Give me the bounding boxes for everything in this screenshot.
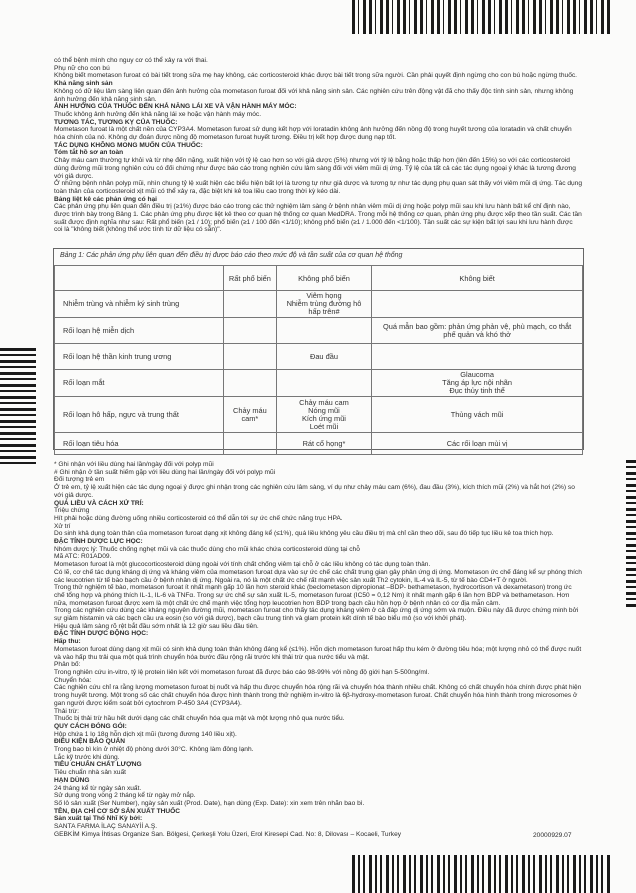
section-heading: Bảng liệt kê các phản ứng có hại <box>54 195 157 203</box>
section-heading: TÁC DỤNG KHÔNG MONG MUỐN CỦA THUỐC: <box>54 141 203 149</box>
column-header <box>55 266 224 291</box>
table-row <box>55 291 583 318</box>
paragraph: Trong nghiên cứu in-vitro, tỷ lệ protein liên kết với mometason furoat đã được báo cáo 98-99% với nồng độ giới hạn 5-500ng/ml. <box>54 668 430 676</box>
section-heading: Tóm tắt hồ sơ an toàn <box>54 149 124 157</box>
table-cell: Viêm họng Nhiễm trùng đường hô hấp trên# <box>276 291 371 318</box>
table-body <box>55 291 583 455</box>
paragraph: Mometason furoat là một chất nền của CYP3A4. Mometason furoat sử dụng kết hợp với loratadin không ảnh hưởng đến nồng độ trong huyết tương của loratadin và chất chuyển hóa chính của nó. Không dự đoán được nồng độ mometason furoat huyết tương. Điều trị kết hợp được dung nạp tốt. <box>54 126 572 142</box>
paragraph: Trong thử nghiệm tế bào, mometason furoat ít nhất mạnh gấp 10 lần hơn steroid khác (beclometason dipropionat –BDP- bethametason, hydrocortison và dexametason) trong ức chế tổng hợp và phóng thích IL-1, IL-6 và TNFα. Trong sự ức chế sự sản xuất IL-5, mometason furoat (IC50 = 0,12 Nm) ít nhất mạnh gấp 6 lần hơn BDP và bethametason. Hơn nữa, mometason furoat được xem là một chất ức chế mạnh việc tổng hợp leucotrien hơn BDP trong bạch cầu hồn hợp ở bệnh nhân có cơ địa mẫn cảm. <box>54 584 572 607</box>
table-cell: Rát cổ họng* <box>276 433 371 455</box>
paragraph: Mometason furoat dùng dạng xịt mũi có sinh khả dụng toàn thân không đáng kể (≤1%). Hỗn dịch mometason furoat hấp thu kém ở đường tiêu hóa; một lượng nhỏ có thể được nuốt và vào hấp thu trải qua một quá trình chuyển hóa bước đầu rộng rãi trước khi thải trừ qua nước tiểu và mật. <box>54 645 582 661</box>
table-cell <box>224 370 277 397</box>
paragraph: Các phản ứng phụ liên quan đến điều trị (≥1%) được báo cáo trong các thử nghiệm lâm sàng ở bệnh nhân viêm mũi dị ứng hoặc polyp mũi sau khi lưu hành bất kể chỉ định nào, được trình bày trong Bảng 1. Các phản ứng phụ được liệt kê theo cơ quan hệ thống cơ quan MedDRA. Trong mỗi hệ thống cơ quan, phản ứng phụ được xếp theo tần suất. Các tần suất được định nghĩa như sau: Rất phổ biến (≥1 / 10); phổ biến (≥1 / 100 đến <1/10); không phổ biến (≥1 / 1.000 đến <1/100). Tần suất các sự kiện bất lợi sau khi lưu hành được coi là "không biết (không thể ước tính từ dữ liệu có sẵn)". <box>54 203 582 234</box>
paragraph: Mã ATC: R01AD09. <box>54 553 112 561</box>
paragraph: Có lẽ, cơ chế tác dụng kháng dị ứng và kháng viêm của mometason furoat dựa vào sự ức chế các chất trung gian gây phản ứng dị ứng. Mometason ức chế đáng kể sự phóng thích các leucotrien từ tế bào bạch cầu ở bệnh nhân dị ứng. Ngoài ra, nó là một chất ức chế rất mạnh việc sản xuất Th2 cytokin, IL-4 và IL-5, từ tế bào CD4+T ở người. <box>54 568 582 584</box>
paragraph: Hít phải hoặc dùng đường uống nhiều corticosteroid có thể dẫn tới sự ức chế chức năng trục HPA. <box>54 514 343 522</box>
paragraph: 24 tháng kể từ ngày sản xuất. <box>54 784 142 792</box>
paragraph: Trong bao bì kín ở nhiệt độ phòng dưới 30°C. Không làm đông lạnh. <box>54 746 254 754</box>
paragraph: có thể bệnh mình cho nguy cơ có thể xảy ra với thai. <box>54 57 208 64</box>
section-heading: Sản xuất tại Thổ Nhĩ Kỳ bởi: <box>54 815 143 823</box>
column-header: Rất phổ biến <box>224 266 277 291</box>
section-heading: QUY CÁCH ĐÓNG GÓI: <box>54 722 127 730</box>
barcode-right <box>626 460 636 610</box>
paragraph: Nhóm dược lý: Thuốc chống nghẹt mũi và các thuốc dùng cho mũi khác chứa corticosteroid dùng tại chỗ <box>54 545 360 553</box>
table-header-row <box>55 266 583 291</box>
paragraph: # Ghi nhận ở tần suất hiếm gặp với liều dùng hai lần/ngày đối với polyp mũi <box>54 468 276 476</box>
paragraph: Chảy máu cam thường tự khỏi và từ nhẹ đến nặng, xuất hiện với tỷ lệ cao hơn so với giả dược (5%) nhưng với tỷ lệ bằng hoặc thấp hơn (lên đến 15%) so với các corticosteroid dùng đường mũi trong nghiên cứu có đối chứng như được báo cáo trong nghiên cứu lâm sàng đối với viêm mũi dị ứng. Tỷ lệ của tất cả các tác dụng ngoại ý khác là tương đương với giả dược. <box>54 157 576 180</box>
paragraph: Ở trẻ em, tỷ lệ xuất hiện các tác dụng ngoại ý được ghi nhận trong các nghiên cứu lâm sàng, ví dụ như chảy máu cam (6%), đau đầu (3%), kích thích mũi (2%) và hắt hơi (2%) so với giả dược. <box>54 484 575 499</box>
paragraph: Lắc kỹ trước khi dùng. <box>54 753 120 761</box>
table-cell: Chảy máu cam* <box>224 397 277 433</box>
paragraph: Thuốc không ảnh hưởng đến khả năng lái xe hoặc vận hành máy móc. <box>54 110 262 118</box>
section-heading: ẢNH HƯỞNG CỦA THUỐC ĐẾN KHẢ NĂNG LÁI XE VÀ VẬN HÀNH MÁY MÓC: <box>54 103 297 111</box>
paragraph: Hiệu quả lâm sàng rõ rệt bắt đầu sớm nhất là 12 giờ sau liều đầu tiên. <box>54 622 259 630</box>
paragraph: Phân bố: <box>54 661 81 669</box>
section-heading: Hấp thu: <box>54 638 81 646</box>
row-label: Rối loạn hệ thần kinh trung ương <box>55 344 224 370</box>
table-cell <box>224 291 277 318</box>
table-cell: Thủng vách mũi <box>372 397 583 433</box>
table-row <box>55 344 583 370</box>
table-cell <box>224 318 277 344</box>
paragraph: Chuyển hóa: <box>54 676 92 684</box>
row-label: Nhiễm trùng và nhiễm ký sinh trùng <box>55 291 224 318</box>
paragraph: GEBKİM Kimya İhtisas Organize San. Bölgesi, Çerkeşli Yolu Üzeri, Erol Kiresepi Cad. No: 8, Dilovası – Kocaeli, Turkey <box>54 830 402 838</box>
table-cell <box>276 318 371 344</box>
row-label: Rối loạn mắt <box>55 370 224 397</box>
table-row <box>55 397 583 433</box>
column-header: Không biết <box>372 266 583 291</box>
section-heading: ĐIỀU KIỆN BẢO QUẢN <box>54 738 126 746</box>
table-cell <box>372 291 583 318</box>
column-header: Không phổ biến <box>276 266 371 291</box>
paragraph: Sử dụng trong vòng 2 tháng kể từ ngày mở nắp. <box>54 792 196 800</box>
section-heading: TIÊU CHUẨN CHẤT LƯỢNG <box>54 761 142 769</box>
table-cell: Chảy máu cam Nóng mũi Kích ứng mũi Loét mũi <box>276 397 371 433</box>
barcode-bottom <box>352 855 612 893</box>
table-cell: Quá mẫn bao gồm: phản ứng phản vệ, phù mạch, co thắt phế quản và khó thở <box>372 318 583 344</box>
row-label: Rối loạn tiêu hóa <box>55 433 224 455</box>
paragraph: Ở những bệnh nhân polyp mũi, nhìn chung tỷ lệ xuất hiện các biểu hiện bất lợi là tương tự như giả dược và tương tự như tác dụng phụ quan sát thấy với viêm mũi dị ứng. Tác dụng toàn thân của corticosteroid xịt mũi có thể xảy ra, đặc biệt khi kê toa liều cao trong thời kỳ kéo dài. <box>54 180 583 195</box>
adverse-reactions-table <box>54 265 583 455</box>
paragraph: Số lô sản xuất (Ser Number), ngày sản xuất (Prod. Date), hạn dùng (Exp. Date): xin xem trên nhãn bao bì. <box>54 799 365 807</box>
table-cell: Các rối loạn mùi vị <box>372 433 583 455</box>
section-heading: ĐẶC TÍNH DƯỢC ĐỘNG HỌC: <box>54 630 149 638</box>
barcode-top <box>352 0 612 34</box>
paragraph: Mometason furoat là một glucocorticosteroid dùng ngoài với tính chất chống viêm tại chỗ ở các liều không có tác dụng toàn thân. <box>54 561 431 569</box>
paragraph: Không có dữ liệu lâm sàng liên quan đến ảnh hưởng của mometason furoat đối với khả năng sinh sản. Các nghiên cứu trên động vật đã cho thấy độc tính sinh sản, nhưng không ảnh hưởng đến khả năng sinh sản. <box>54 87 574 103</box>
table-caption: Bảng 1: Các phản ứng phụ liên quan đến điều trị được báo cáo theo mức độ và tần suất của cơ quan hệ thống <box>60 252 403 259</box>
paragraph: Phụ nữ cho con bú <box>54 64 110 72</box>
row-label: Rối loạn hệ miễn dịch <box>55 318 224 344</box>
paragraph: Xử trí <box>54 522 71 530</box>
row-label: Rối loạn hô hấp, ngực và trung thất <box>55 397 224 433</box>
section-heading: ĐẶC TÍNH DƯỢC LỰC HỌC: <box>54 538 143 546</box>
table-row <box>55 433 583 455</box>
paragraph: Do sinh khả dụng toàn thân của mometason furoat dạng xịt không đáng kể (≤1%), quá liều không yêu cầu điều trị mà chỉ cần theo dõi, sau đó tiếp tục liều kê toa thích hợp. <box>54 530 554 538</box>
table-cell: Đau đầu <box>276 344 371 370</box>
table-cell <box>276 370 371 397</box>
section-heading: QUÁ LIỀU VÀ CÁCH XỬ TRÍ: <box>54 499 144 507</box>
barcode-left <box>0 348 36 468</box>
document-code: 20000929.07 <box>533 832 572 839</box>
table-row <box>55 370 583 397</box>
adverse-reactions-table-box <box>53 248 584 450</box>
paragraph: Đối tượng trẻ em <box>54 476 105 484</box>
table-cell: Glaucoma Tăng áp lực nội nhãn Đục thủy tinh thể <box>372 370 583 397</box>
leaflet-top-section <box>54 57 582 234</box>
paragraph: * Ghi nhận với liều dùng hai lần/ngày đối với polyp mũi <box>54 461 214 468</box>
section-heading: Khả năng sinh sản <box>54 80 113 88</box>
section-heading: HẠN DÙNG <box>54 776 90 784</box>
paragraph: Trong các nghiên cứu dùng các kháng nguyên đường mũi, mometason furoat cho thấy tác dụng kháng viêm ở cả đáp ứng dị ứng sớm và muộn. Điều này đã được chứng minh bởi sự giảm histamin và các bạch cầu ưa eosin (so với giả dược), bạch cầu trung tính và glam protein kết dính tế bào biểu mô (so với khởi phát). <box>54 607 579 623</box>
table-cell <box>372 344 583 370</box>
paragraph: Hộp chứa 1 lọ 18g hỗn dịch xịt mũi (tương đương 140 liều xịt). <box>54 730 237 738</box>
leaflet-lower-section <box>54 461 582 838</box>
section-heading: TƯƠNG TÁC, TƯƠNG KỴ CỦA THUỐC: <box>54 118 178 126</box>
paragraph: Triệu chứng <box>54 507 90 515</box>
paragraph: Thuốc bị thải trừ hầu hết dưới dạng các chất chuyển hóa qua mật và một lượng nhỏ qua nước tiểu. <box>54 715 345 723</box>
paragraph: Không biết mometason furoat có bài tiết trong sữa mẹ hay không, các corticosteroid khác được bài tiết trong sữa người. Cần phải quyết định ngừng cho con bú hoặc ngừng thuốc. <box>54 72 578 80</box>
paragraph: Tiêu chuẩn nhà sản xuất <box>54 769 126 777</box>
paragraph: Các nghiên cứu chỉ ra rằng lượng mometason furoat bị nuốt và hấp thu được chuyển hóa rộng rãi và chuyển hóa thành nhiều chất. Không có chất chuyển hóa chính được phát hiện trong huyết tương. Một trong số các chất chuyển hóa được hình thành trong thử nghiệm in-vitro là 6β-hydroxy-mometason furoat. Chất chuyển hóa hình thành trong microsomes ở gan người được kiểm soát bởi cytochrom P-450 3A4 (CYP3A4). <box>54 684 582 707</box>
table-cell <box>224 344 277 370</box>
paragraph: SANTA FARMA İLAÇ SANAYİİ A.Ş. <box>54 823 158 831</box>
section-heading: TÊN, ĐỊA CHỈ CƠ SỞ SẢN XUẤT THUỐC <box>54 807 181 815</box>
table-cell <box>224 433 277 455</box>
table-row <box>55 318 583 344</box>
paragraph: Thải trừ: <box>54 707 79 715</box>
